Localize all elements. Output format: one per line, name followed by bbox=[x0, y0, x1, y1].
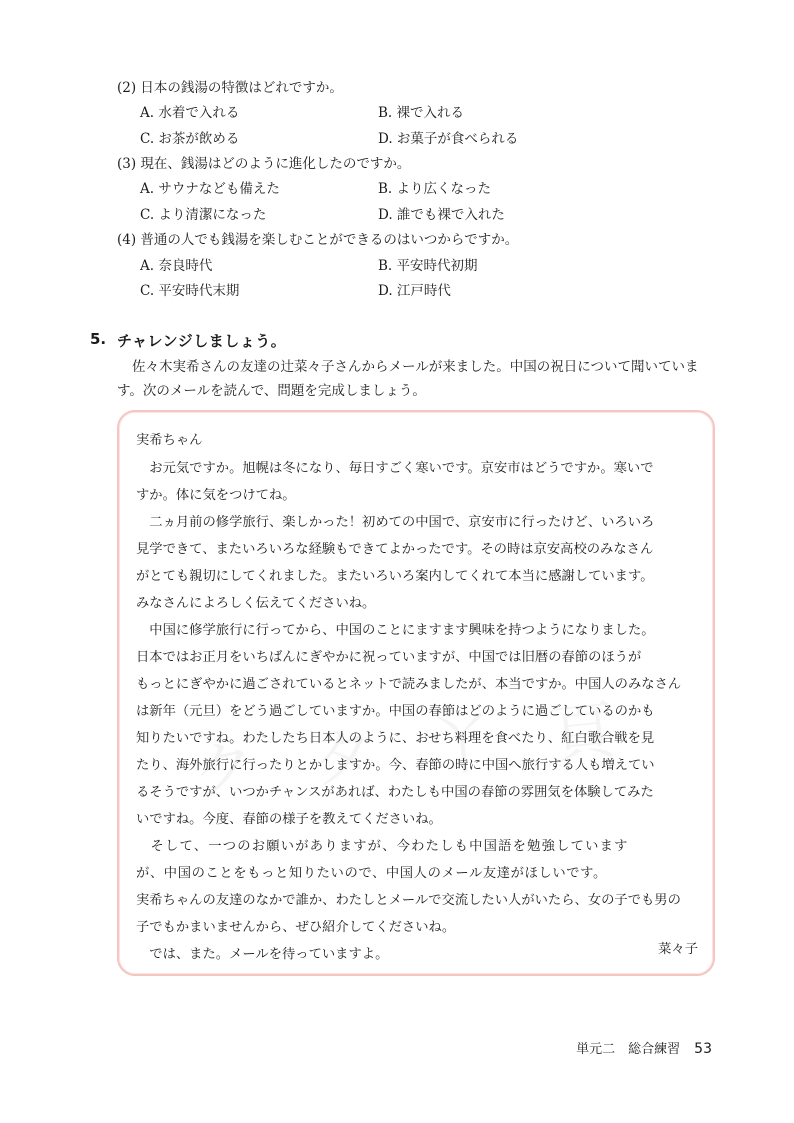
question-4-option-c: C. 平安時代末期 bbox=[140, 283, 240, 299]
question-3-stem: (3) 現在、銭湯はどのように進化したのですか。 bbox=[117, 156, 411, 172]
email-line: るそうですが、いつかチャンスがあれば、わたしも中国の春節の雰囲気を体験してみた bbox=[136, 785, 654, 800]
question-4-option-a: A. 奈良時代 bbox=[140, 258, 213, 274]
email-line: 知りたいですね。わたしたち日本人のように、おせち料理を食べたり、紅白歌合戦を見 bbox=[136, 731, 655, 746]
email-greeting: 実希ちゃん bbox=[136, 433, 203, 448]
email-line: すか。体に気をつけてね。 bbox=[136, 488, 296, 503]
question-4-option-d: D. 江戸時代 bbox=[378, 283, 451, 299]
email-line: たり、海外旅行に行ったりとかしますか。今、春節の時に中国へ旅行する人も増えてい bbox=[136, 758, 655, 773]
question-3-option-a: A. サウナなども備えた bbox=[140, 181, 280, 197]
section-intro-line-2: す。次のメールを読んで、問題を完成しましょう。 bbox=[117, 383, 426, 399]
footer-unit-label: 単元二 総合練習 bbox=[576, 1042, 681, 1057]
email-line: 二ヵ月前の修学旅行、楽しかった！初めての中国で、京安市に行ったけど、いろいろ bbox=[136, 515, 655, 530]
section-title: チャレンジしましょう。 bbox=[117, 332, 287, 350]
email-line: いですね。今度、春節の様子を教えてくださいね。 bbox=[136, 812, 442, 827]
page-footer bbox=[576, 1040, 712, 1059]
question-2-stem: (2) 日本の銭湯の特徴はどれですか。 bbox=[117, 80, 343, 96]
email-line: は新年（元旦）をどう過ごしていますか。中国の春節はどのように過ごしているのかも bbox=[136, 704, 655, 719]
email-line: みなさんによろしく伝えてくださいね。 bbox=[136, 596, 376, 611]
email-line: 日本ではお正月をいちばんにぎやかに祝っていますが、中国では旧暦の春節のほうが bbox=[136, 650, 642, 665]
email-line: がとても親切にしてくれました。またいろいろ案内してくれて本当に感謝しています。 bbox=[136, 569, 654, 584]
question-4-option-b: B. 平安時代初期 bbox=[378, 258, 478, 274]
email-line: では、また。メールを待っていますよ。 bbox=[136, 947, 389, 962]
email-line: 子でもかまいませんから、ぜひ紹介してくださいね。 bbox=[136, 920, 456, 935]
email-signature: 菜々子 bbox=[658, 942, 698, 957]
question-3-option-b: B. より広くなった bbox=[378, 181, 492, 197]
email-line: そして、一つのお願いがありますが、今わたしも中国語を勉強しています bbox=[136, 839, 629, 854]
question-2-option-a: A. 水着で入れる bbox=[140, 105, 240, 121]
question-2-option-b: B. 裸で入れる bbox=[378, 105, 465, 121]
question-2-option-d: D. お菓子が食べられる bbox=[378, 131, 519, 147]
page-number: 53 bbox=[694, 1041, 712, 1057]
question-4-stem: (4) 普通の人でも銭湯を楽しむことができるのはいつからですか。 bbox=[117, 232, 519, 248]
email-line: もっとにぎやかに過ごされているとネットで読みましたが、本当ですか。中国人のみなさん bbox=[136, 677, 682, 692]
section-number: 5. bbox=[90, 330, 107, 348]
email-line: が、中国のことをもっと知りたいので、中国人のメール友達がほしいです。 bbox=[136, 866, 607, 881]
email-line: 実希ちゃんの友達のなかで誰か、わたしとメールで交流したい人がいたら、女の子でも男の bbox=[136, 893, 681, 908]
email-line: 中国に修学旅行に行ってから、中国のことにますます興味を持つようになりました。 bbox=[136, 623, 655, 638]
question-3-option-d: D. 誰でも裸で入れた bbox=[378, 207, 505, 223]
email-line: 見学できて、またいろいろな経験もできてよかったです。その時は京安高校のみなさん bbox=[136, 542, 654, 557]
section-intro-line-1: 佐々木実希さんの友達の辻菜々子さんからメールが来ました。中国の祝日について聞いていま bbox=[132, 359, 699, 375]
question-3-option-c: C. より清潔になった bbox=[140, 207, 267, 223]
question-2-option-c: C. お茶が飲める bbox=[140, 131, 240, 147]
email-line: お元気ですか。旭幌は冬になり、毎日すごく寒いです。京安市はどうですか。寒いで bbox=[136, 461, 654, 476]
